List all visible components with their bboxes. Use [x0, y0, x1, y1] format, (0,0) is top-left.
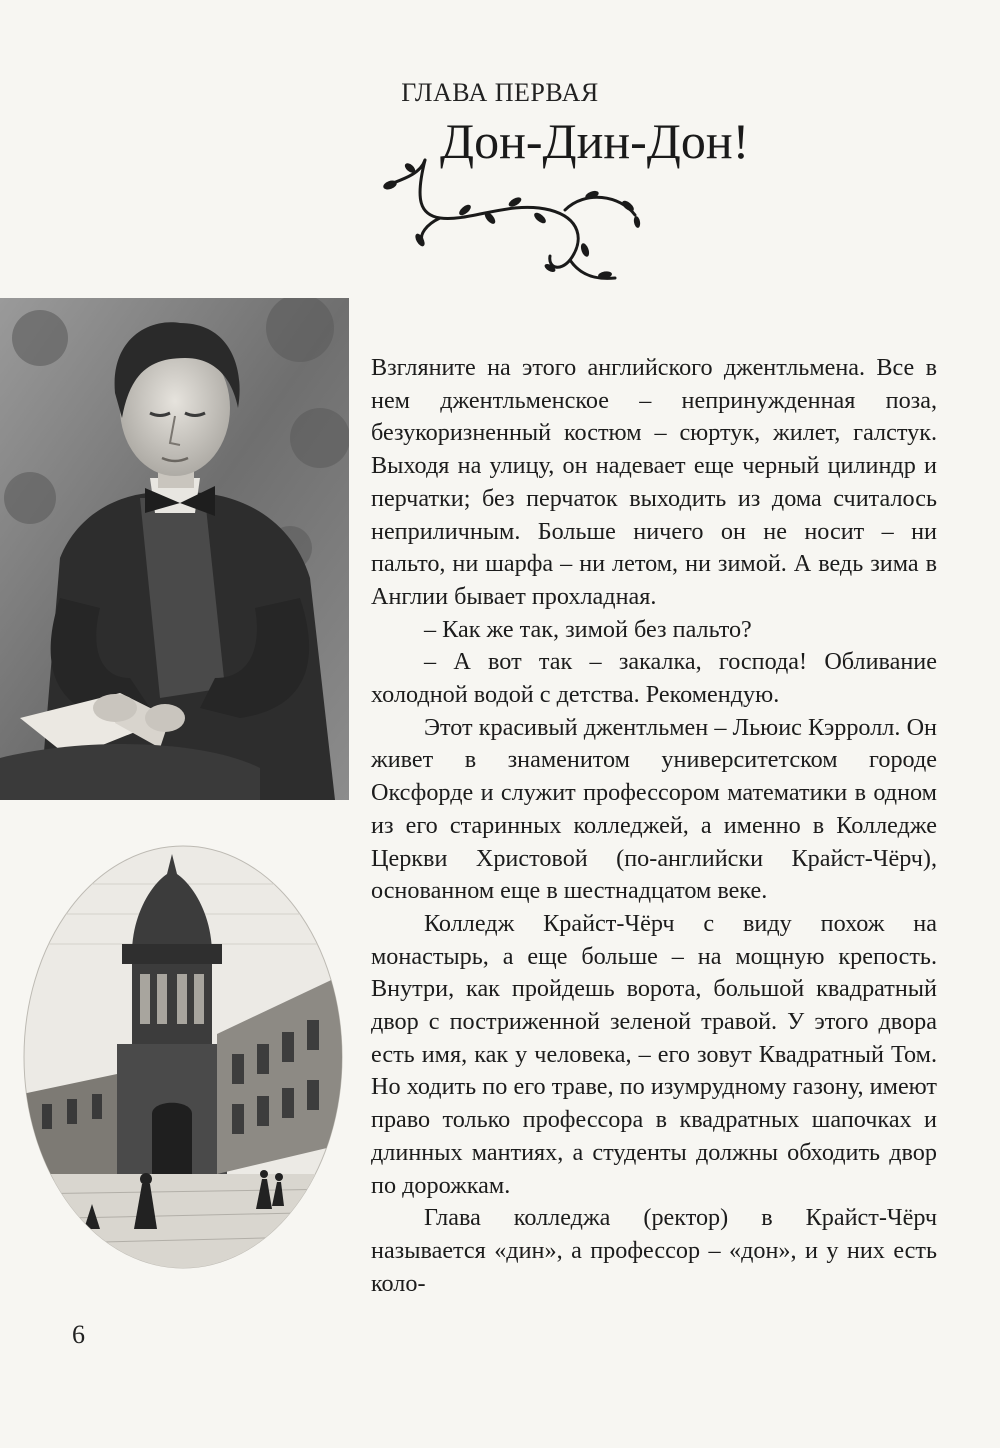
- body-text: [371, 352, 937, 1300]
- paragraph: – Как же так, зимой без пальто?: [424, 615, 752, 643]
- chapter-label: ГЛАВА ПЕРВАЯ: [401, 78, 599, 107]
- college-tower-engraving-icon: [22, 844, 344, 1270]
- paragraph: Глава колледжа (ректор) в Крайст-Чёрч называется «дин», а профессор – «дон», и у них есть коло-: [371, 1204, 937, 1297]
- chapter-title: Дон-Дин-Дон!: [440, 113, 750, 169]
- paragraph: Колледж Крайст-Чёрч с виду похож на монастырь, а еще больше – на мощную крепость. Внутри, как пройдешь ворота, большой квадратный двор с постриженной зеленой травой. У этого двора есть имя, как у человека, – его зовут Квадратный Том. Но ходить по его траве, по изумрудному газону, имеют право только профессора в квадратных шапочках и длинных мантиях, а студенты должны обходить двор по дорожкам.: [371, 909, 937, 1199]
- page-number: 6: [72, 1320, 85, 1349]
- vine-ornament-icon: [380, 140, 680, 300]
- paragraph: Взгляните на этого английского джентльмена. Все в нем джентльменское – непринужденная поза, безукоризненный костюм – сюртук, жилет, галстук. Выходя на улицу, он надевает еще черный цилиндр и перчатки; без перчаток выходить из дома считалось неприличным. Больше ничего он не носит – ни пальто, ни шарфа – ни летом, ни зимой. А ведь зима в Англии бывает прохладная.: [371, 354, 937, 610]
- paragraph: Этот красивый джентльмен – Льюис Кэрролл. Он живет в знаменитом университетском городе Оксфорде и служит профессором математики в одном из его старинных колледжей, а именно в Колледже Церкви Христовой (по-английски Крайст-Чёрч), основанном еще в шестнадцатом веке.: [371, 713, 937, 905]
- portrait-photo-icon: [0, 298, 349, 800]
- paragraph: – А вот так – закалка, господа! Обливание холодной водой с детства. Рекомендую.: [371, 648, 937, 709]
